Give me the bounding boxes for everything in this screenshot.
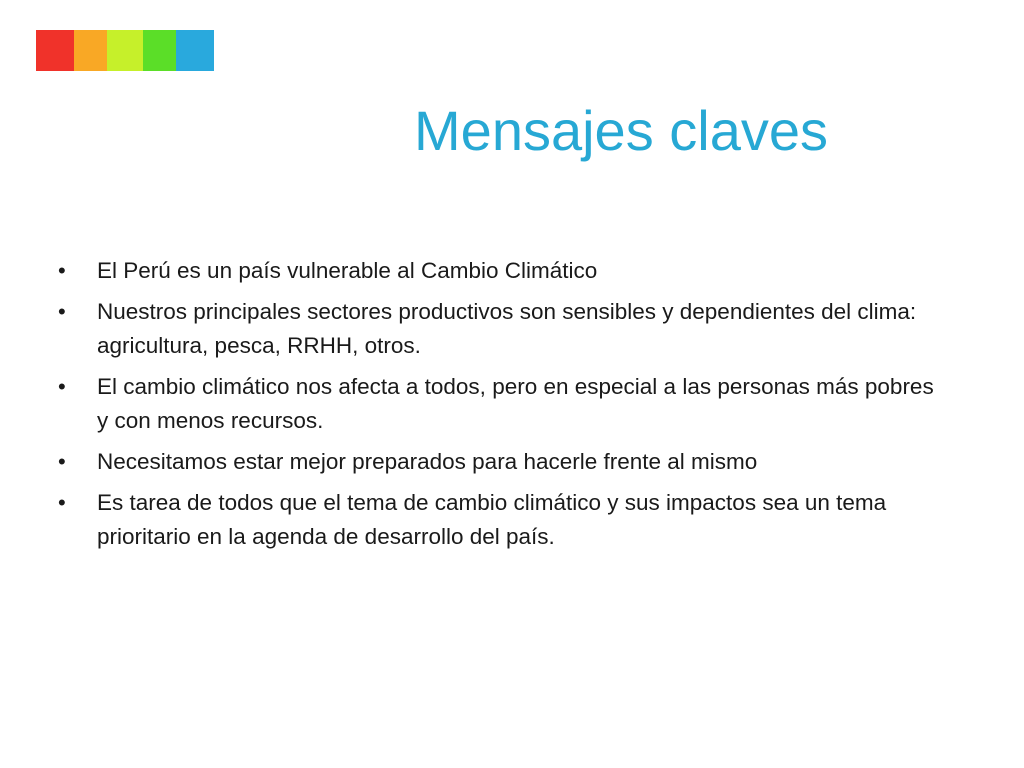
bullet-item <box>58 445 948 479</box>
bullet-text: Necesitamos estar mejor preparados para hacerle frente al mismo <box>97 449 758 474</box>
bullet-dot-icon: • <box>58 374 66 399</box>
red-swatch <box>36 30 74 71</box>
lime-swatch <box>107 30 143 71</box>
bullet-item <box>58 254 948 288</box>
bullet-item <box>58 370 948 438</box>
slide-title: Mensajes claves <box>414 99 828 162</box>
color-strip-decoration <box>36 30 214 71</box>
bullet-text: Es tarea de todos que el tema de cambio climático y sus impactos sea un tema prioritario en la agenda de desarrollo del país. <box>97 490 887 549</box>
bullet-list <box>58 254 948 561</box>
bullet-item <box>58 295 948 363</box>
bullet-text: El cambio climático nos afecta a todos, pero en especial a las personas más pobres y con menos recursos. <box>97 374 934 433</box>
orange-swatch <box>74 30 107 71</box>
blue-swatch <box>176 30 214 71</box>
green-swatch <box>143 30 176 71</box>
bullet-dot-icon: • <box>58 490 66 515</box>
bullet-dot-icon: • <box>58 299 66 324</box>
bullet-text: Nuestros principales sectores productivos son sensibles y dependientes del clima: agricultura, pesca, RRHH, otros. <box>97 299 917 358</box>
bullet-dot-icon: • <box>58 258 66 283</box>
bullet-dot-icon: • <box>58 449 66 474</box>
bullet-text: El Perú es un país vulnerable al Cambio Climático <box>97 258 598 283</box>
bullet-item <box>58 486 948 554</box>
